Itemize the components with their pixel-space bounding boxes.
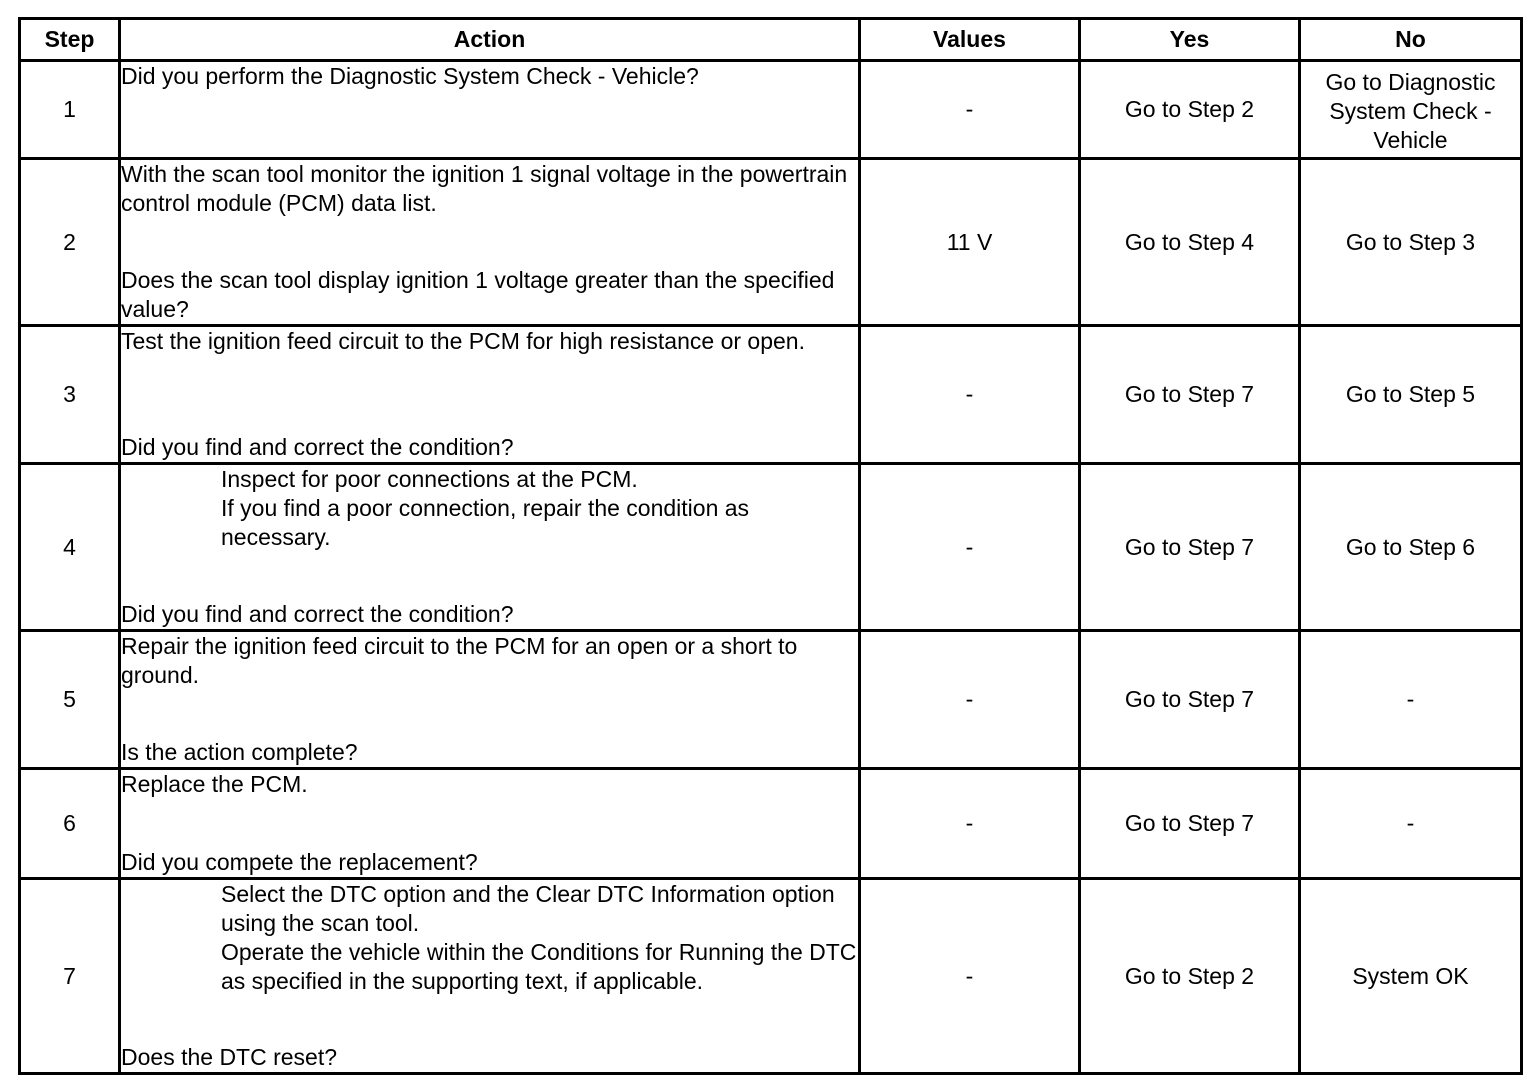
action-text: Repair the ignition feed circuit to the PCM for an open or a short to ground. (121, 633, 798, 688)
table-row (20, 769, 1522, 879)
yes-cell: Go to Step 2 (1080, 879, 1300, 1074)
values-cell: - (860, 769, 1080, 879)
values-cell: - (860, 61, 1080, 159)
yes-cell: Go to Step 7 (1080, 464, 1300, 631)
yes-cell: Go to Step 4 (1080, 159, 1300, 326)
action-cell (120, 326, 860, 464)
values-cell: - (860, 464, 1080, 631)
action-text: Test the ignition feed circuit to the PCM for high resistance or open. (121, 328, 805, 354)
step-number: 4 (20, 464, 120, 631)
action-question: Did you find and correct the condition? (121, 434, 514, 460)
action-cell (120, 159, 860, 326)
values-cell: - (860, 631, 1080, 769)
action-question: Did you compete the replacement? (121, 849, 478, 875)
action-cell (120, 769, 860, 879)
no-cell: Go to Step 6 (1300, 464, 1522, 631)
yes-cell: Go to Step 7 (1080, 769, 1300, 879)
values-cell: 11 V (860, 159, 1080, 326)
values-cell: - (860, 326, 1080, 464)
no-cell: Go to Diagnostic System Check - Vehicle (1300, 61, 1522, 159)
action-question: Did you find and correct the condition? (121, 601, 514, 627)
yes-cell: Go to Step 7 (1080, 326, 1300, 464)
header-yes: Yes (1080, 19, 1300, 61)
no-cell: Go to Step 5 (1300, 326, 1522, 464)
table-row (20, 631, 1522, 769)
action-text: With the scan tool monitor the ignition 1 signal voltage in the powertrain control module (PCM) data list. (121, 161, 848, 216)
no-cell: System OK (1300, 879, 1522, 1074)
table-row (20, 464, 1522, 631)
step-number: 6 (20, 769, 120, 879)
header-row (20, 19, 1522, 61)
no-cell: - (1300, 769, 1522, 879)
table-row (20, 61, 1522, 159)
table-row (20, 326, 1522, 464)
yes-cell: Go to Step 2 (1080, 61, 1300, 159)
values-cell: - (860, 879, 1080, 1074)
action-text: Replace the PCM. (121, 771, 308, 797)
action-cell (120, 631, 860, 769)
header-action: Action (120, 19, 860, 61)
action-text: Did you perform the Diagnostic System Check - Vehicle? (121, 63, 699, 89)
action-text: Inspect for poor connections at the PCM. (221, 466, 638, 492)
table-row (20, 879, 1522, 1074)
no-cell: - (1300, 631, 1522, 769)
action-question: Is the action complete? (121, 739, 358, 765)
table-row (20, 159, 1522, 326)
yes-cell: Go to Step 7 (1080, 631, 1300, 769)
header-step: Step (20, 19, 120, 61)
action-cell (120, 61, 860, 159)
action-cell (120, 879, 860, 1074)
step-number: 2 (20, 159, 120, 326)
action-text: Operate the vehicle within the Conditions for Running the DTC as specified in the supporting text, if applicable. (221, 939, 857, 994)
action-question: Does the DTC reset? (121, 1044, 338, 1070)
action-text: Select the DTC option and the Clear DTC Information option using the scan tool. (221, 881, 835, 936)
diagnostic-table (18, 17, 1523, 1075)
action-cell (120, 464, 860, 631)
no-cell: Go to Step 3 (1300, 159, 1522, 326)
header-no: No (1300, 19, 1522, 61)
action-text: If you find a poor connection, repair the condition as necessary. (221, 495, 750, 550)
step-number: 3 (20, 326, 120, 464)
header-values: Values (860, 19, 1080, 61)
step-number: 1 (20, 61, 120, 159)
step-number: 7 (20, 879, 120, 1074)
action-question: Does the scan tool display ignition 1 voltage greater than the specified value? (121, 267, 835, 322)
step-number: 5 (20, 631, 120, 769)
